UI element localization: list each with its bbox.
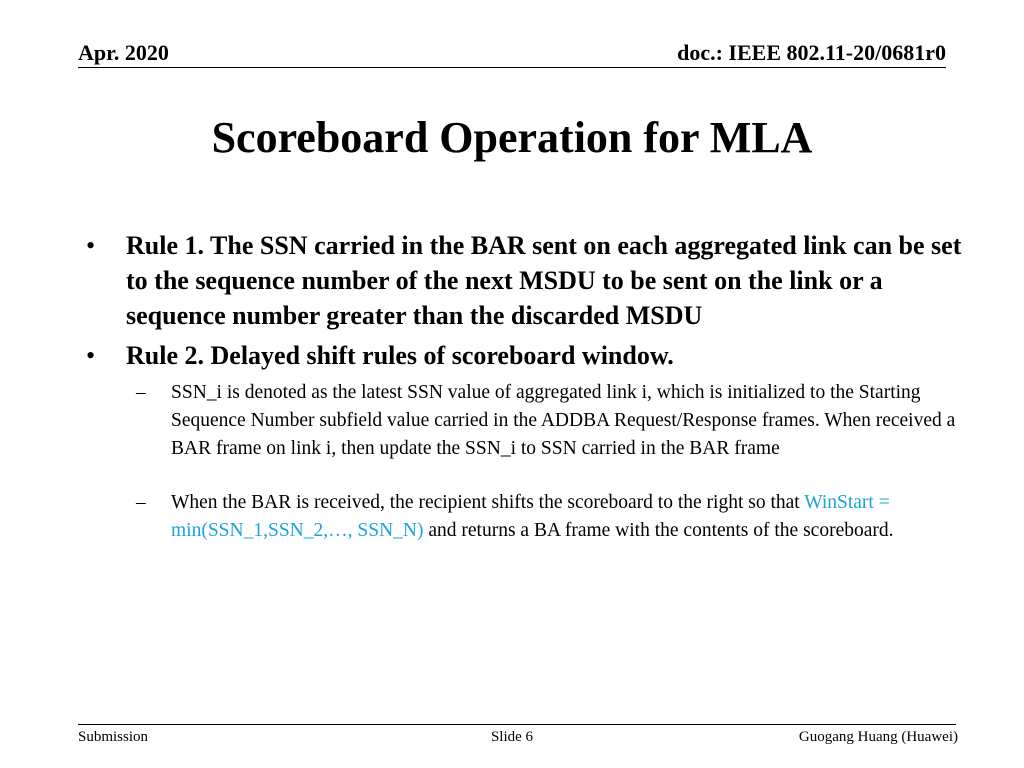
winstart-formula: WinStart = min(SSN_1,SSN_2,…, SSN_N) <box>171 492 890 541</box>
bullet-text: Rule 2. Delayed shift rules of scoreboard window. <box>126 341 674 370</box>
bullet-text: Rule 1. The SSN carried in the BAR sent on each aggregated link can be set to the sequence number of the next MSDU to be sent on the link or a sequence number greater than the discarded MSDU <box>126 231 962 330</box>
sub-bullet-ssn-definition <box>84 379 964 463</box>
bullet-marker: • <box>86 231 96 260</box>
sub-bullet-text-after: and returns a BA frame with the contents of the scoreboard. <box>423 520 894 541</box>
slide-title: Scoreboard Operation for MLA <box>211 113 813 162</box>
footer-divider <box>78 724 956 725</box>
sub-bullet-marker: – <box>136 382 146 403</box>
header-divider <box>78 67 946 68</box>
sub-bullet-marker: – <box>136 492 146 513</box>
bullet-marker: • <box>86 341 96 370</box>
sub-bullet-text-before: When the BAR is received, the recipient shifts the scoreboard to the right so that <box>171 492 805 513</box>
slide-body <box>84 228 964 545</box>
spacer <box>84 463 964 483</box>
bullet-rule-2 <box>84 338 964 373</box>
bullet-rule-1 <box>84 228 964 333</box>
footer-author: Guogang Huang (Huawei) <box>798 729 958 745</box>
header-date: Apr. 2020 <box>78 40 169 65</box>
sub-bullet-winstart <box>84 489 964 545</box>
header-doc-id: doc.: IEEE 802.11-20/0681r0 <box>677 40 946 65</box>
sub-bullet-text: SSN_i is denoted as the latest SSN value of aggregated link i, which is initialized to the Starting Sequence Number subfield value carried in the ADDBA Request/Response frames. When received a BAR frame on link i, then update the SSN_i to SSN carried in the BAR frame <box>171 382 956 459</box>
footer-submission: Submission <box>78 729 149 745</box>
footer-slide-number: Slide 6 <box>490 729 534 745</box>
